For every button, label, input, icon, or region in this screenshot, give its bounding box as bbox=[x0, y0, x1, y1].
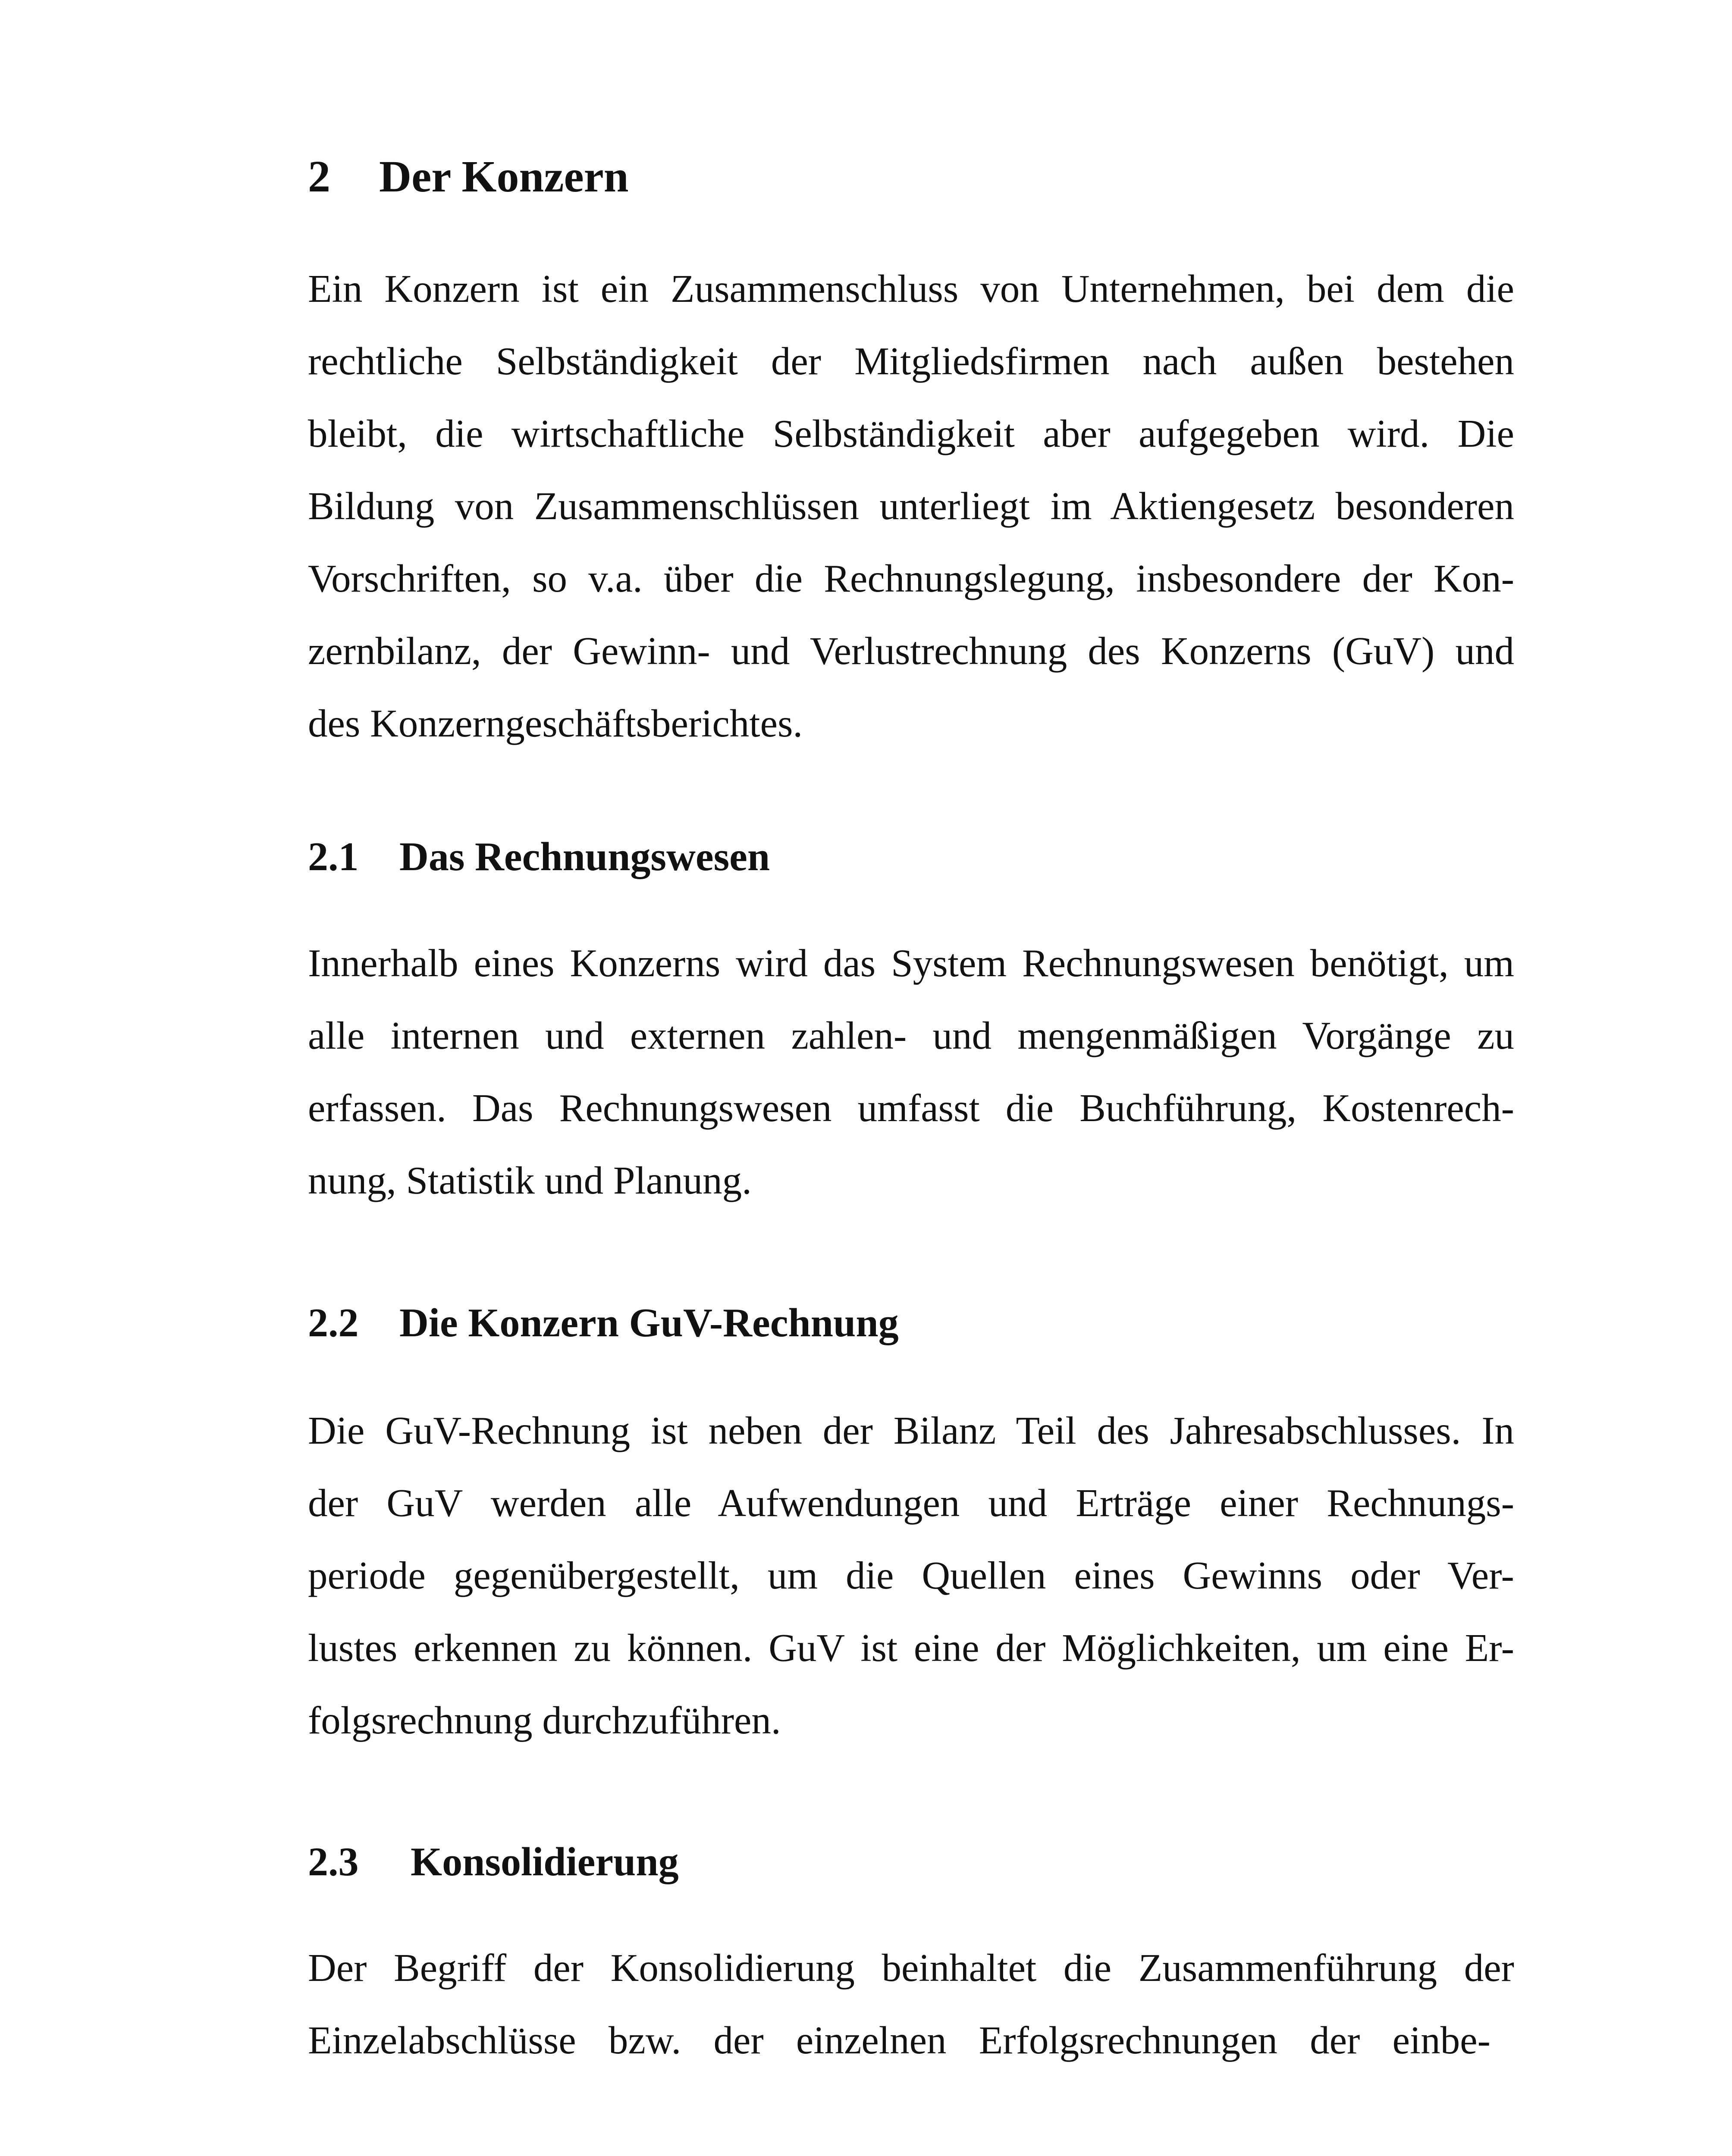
paragraph-line: nung, Statistik und Planung. bbox=[308, 1159, 752, 1202]
paragraph-line: Ein Konzern ist ein Zusammenschluss von Unternehmen, bei dem die bbox=[308, 267, 1514, 310]
section-number: 2.3 bbox=[308, 1839, 359, 1884]
subsection-heading bbox=[308, 1839, 679, 1885]
subsection-heading bbox=[308, 834, 770, 880]
paragraph-line: bleibt, die wirtschaftliche Selbständigkeit aber aufgegeben wird. Die bbox=[308, 412, 1514, 455]
section-paragraph bbox=[308, 1395, 1514, 1757]
section-paragraph bbox=[308, 927, 1514, 1217]
section-title: Das Rechnungswesen bbox=[399, 834, 770, 879]
section-number: 2.1 bbox=[308, 834, 359, 879]
paragraph-line: Bildung von Zusammenschlüssen unterliegt im Aktiengesetz besonderen bbox=[308, 484, 1514, 528]
paragraph-line: Vorschriften, so v.a. über die Rechnungslegung, insbesondere der Kon- bbox=[308, 557, 1514, 600]
section-paragraph bbox=[308, 1932, 1514, 2077]
paragraph-line: periode gegenübergestellt, um die Quellen eines Gewinns oder Ver- bbox=[308, 1554, 1514, 1597]
paragraph-line: Innerhalb eines Konzerns wird das System Rechnungswesen benötigt, um bbox=[308, 941, 1514, 985]
section-heading bbox=[308, 151, 629, 202]
section-title: Die Konzern GuV-Rechnung bbox=[399, 1300, 899, 1345]
section-number: 2.2 bbox=[308, 1300, 359, 1345]
paragraph-line: lustes erkennen zu können. GuV ist eine der Möglichkeiten, um eine Er- bbox=[308, 1626, 1514, 1670]
section-title: Der Konzern bbox=[379, 152, 629, 201]
section-paragraph bbox=[308, 253, 1514, 760]
paragraph-line: zernbilanz, der Gewinn- und Verlustrechnung des Konzerns (GuV) und bbox=[308, 629, 1514, 673]
paragraph-line: Einzelabschlüsse bzw. der einzelnen Erfolgsrechnungen der einbe- bbox=[308, 2018, 1490, 2062]
paragraph-line: erfassen. Das Rechnungswesen umfasst die Buchführung, Kostenrech- bbox=[308, 1086, 1514, 1130]
paragraph-line: rechtliche Selbständigkeit der Mitgliedsfirmen nach außen bestehen bbox=[308, 339, 1514, 383]
paragraph-line: der GuV werden alle Aufwendungen und Erträge einer Rechnungs- bbox=[308, 1481, 1514, 1525]
paragraph-line: Der Begriff der Konsolidierung beinhaltet die Zusammenführung der bbox=[308, 1946, 1514, 1990]
paragraph-line: des Konzerngeschäftsberichtes. bbox=[308, 702, 803, 745]
paragraph-line: alle internen und externen zahlen- und mengenmäßigen Vorgänge zu bbox=[308, 1014, 1514, 1057]
paragraph-line: Die GuV-Rechnung ist neben der Bilanz Teil des Jahresabschlusses. In bbox=[308, 1409, 1514, 1452]
paragraph-line: folgsrechnung durchzuführen. bbox=[308, 1698, 781, 1742]
section-title: Konsolidierung bbox=[411, 1839, 679, 1884]
section-number: 2 bbox=[308, 152, 330, 201]
subsection-heading bbox=[308, 1300, 899, 1346]
